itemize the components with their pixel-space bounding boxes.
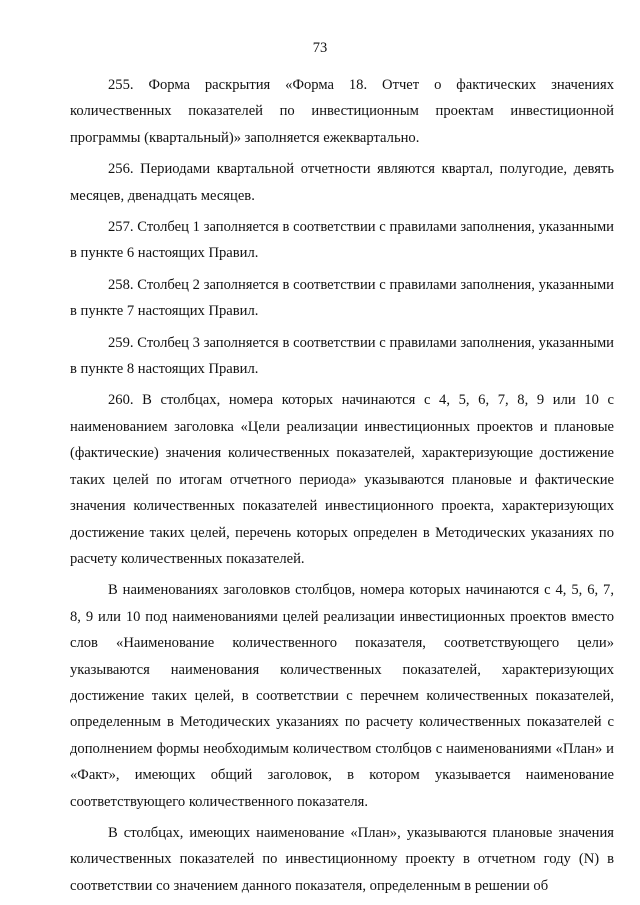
document-body [70,72,614,899]
paragraph-256: 256. Периодами квартальной отчетности являются квартал, полугодие, девять месяцев, двенадцать месяцев. [70,161,614,204]
paragraph-plan-columns: В столбцах, имеющих наименование «План», указываются плановые значения количественных показателей по инвестиционному проекту в отчетном году (N) в соответствии со значением данного показателя, определенным в решении об [70,824,614,894]
paragraph-260: 260. В столбцах, номера которых начинаются с 4, 5, 6, 7, 8, 9 или 10 с наименованием заголовка «Цели реализации инвестиционных проектов и плановые (фактические) значения количественных показателей, характеризующие достижение таких целей по итогам отчетного периода» указываются плановые и фактические значения количественных показателей инвестиционного проекта, характеризующих достижение таких целей, перечень которых определен в Методических указаниях по расчету количественных показателей. [70,392,614,567]
paragraph-257: 257. Столбец 1 заполняется в соответствии с правилами заполнения, указанными в пункте 6 настоящих Правил. [70,219,614,262]
paragraph-column-headers: В наименованиях заголовков столбцов, номера которых начинаются с 4, 5, 6, 7, 8, 9 или 10 под наименованиями целей реализации инвестиционных проектов вместо слов «Наименование количественного показателя, соответствующего цели» указываются наименования количественных показателей, характеризующих достижение таких целей, в соответствии с перечнем количественных показателей, определенным в Методических указаниях по расчету количественных показателей с дополнением формы необходимым количеством столбцов с наименованиями «План» и «Факт», имеющих общий заголовок, в котором указывается наименование соответствующего количественного показателя. [70,582,614,810]
paragraph-255: 255. Форма раскрытия «Форма 18. Отчет о фактических значениях количественных показателей по инвестиционным проектам инвестиционной программы (квартальный)» заполняется ежеквартально. [70,77,614,146]
paragraph-258: 258. Столбец 2 заполняется в соответствии с правилами заполнения, указанными в пункте 7 настоящих Правил. [70,276,614,320]
paragraph-259: 259. Столбец 3 заполняется в соответствии с правилами заполнения, указанными в пункте 8 настоящих Правил. [70,334,614,378]
page-number: 73 [312,40,328,56]
